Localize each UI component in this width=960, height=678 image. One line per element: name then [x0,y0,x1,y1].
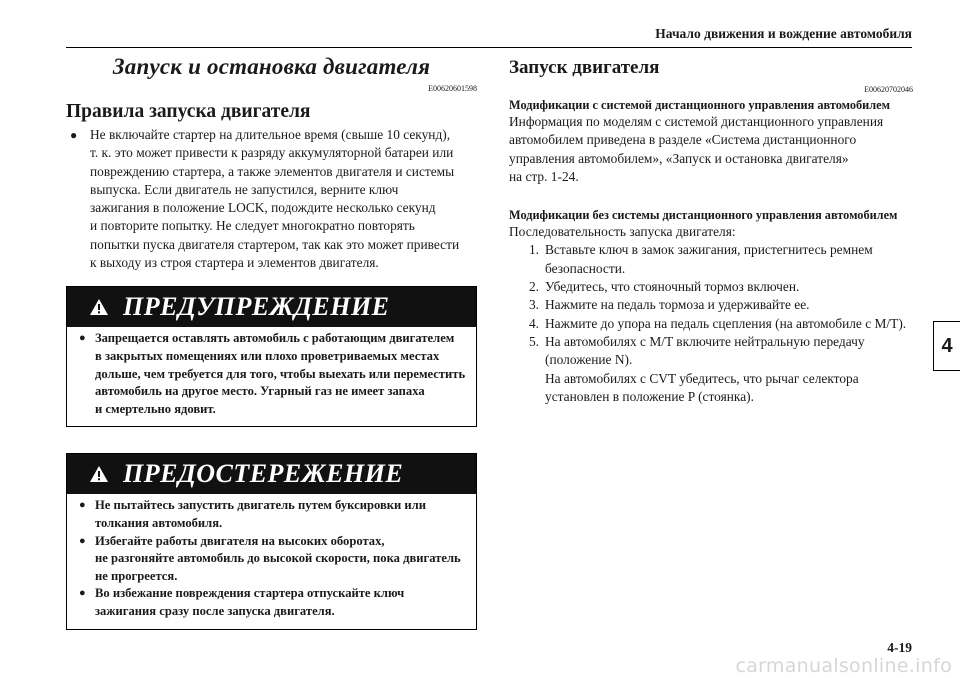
list-item [509,296,913,314]
list-item [66,126,477,272]
warning-triangle-icon [89,298,109,316]
step-text [545,315,913,333]
warning-triangle-icon [89,465,109,483]
section-code: E00620601598 [428,84,477,93]
step-number: 4. [528,315,539,331]
text-line: Нажмите до упора на педаль сцепления (на автомобиле с M/T). [545,315,907,331]
step-number: 2. [528,279,539,295]
warning-body [67,327,476,426]
text-line: дольше, чем требуется для того, чтобы выехать или переместить [95,366,466,381]
caution-text [95,497,466,532]
engine-start-code: E00620702046 [864,85,913,94]
step-number: 1. [528,242,539,258]
spacer [509,186,913,204]
page-number: 4-19 [887,640,912,655]
warning-text [95,330,466,418]
list-item [79,497,466,532]
noremote-heading: Модификации без системы дистанционного управления автомобилем [509,208,898,223]
remote-paragraph [509,113,913,186]
sequence-label: Последовательность запуска двигателя: [509,224,736,240]
text-line: на стр. 1-24. [509,168,579,184]
rules-title: Правила запуска двигателя [66,101,311,122]
text-line: На автомобилях с M/T включите нейтральную передачу [545,333,865,349]
caution-header [67,454,476,494]
remote-heading: Модификации с системой дистанционного управления автомобилем [509,98,890,112]
text-line: На автомобилях с CVT убедитесь, что рычаг селектора [545,370,859,386]
caution-body [67,494,476,628]
list-item [509,315,913,333]
list-item [79,585,466,620]
step-number: 3. [528,297,539,313]
text-line: Не включайте стартер на длительное время (свыше 10 секунд), [90,127,451,142]
text-line: Избегайте работы двигателя на высоких оборотах, [95,533,385,548]
text-line: не прогреется. [95,568,178,583]
text-line: автомобиль на другое место. Угарный газ не имеет запаха [95,384,425,399]
text-line: управления автомобилем», «Запуск и остановка двигателя» [509,150,849,166]
text-line: выпуска. Если двигатель не запустился, верните ключ [90,181,399,197]
text-line: Вставьте ключ в замок зажигания, пристегнитесь ремнем [545,242,873,258]
bullet-dot-icon: ● [79,534,86,547]
list-item [79,330,466,418]
right-column [509,52,913,406]
step-text [545,278,913,296]
text-line: попытки пуска двигателя стартером, так как это может привести [90,236,460,252]
text-line: толкания автомобиля. [95,515,223,530]
text-line: установлен в положение P (стоянка). [545,388,754,404]
chapter-tab: 4 [933,321,960,371]
bullet-dot-icon: ● [79,499,86,512]
watermark: carmanualsonline.info [735,655,952,677]
warning-box [66,286,477,427]
text-line: Информация по моделям с системой дистанционного управления [509,114,884,129]
text-line: (положение N). [545,352,633,368]
warning-header [67,287,476,327]
step-number: 5. [528,333,539,349]
text-line: безопасности. [545,260,626,276]
caution-text [95,533,466,586]
text-line: и смертельно ядовит. [95,401,216,416]
text-line: Во избежание повреждения стартера отпускайте ключ [95,586,405,601]
text-line: автомобилем приведена в разделе «Система дистанционного [509,132,857,148]
text-line: не разгоняйте автомобиль до высокой скорости, пока двигатель [95,551,461,566]
warning-title: ПРЕДУПРЕЖДЕНИЕ [123,292,390,322]
text-line: Запрещается оставлять автомобиль с работающим двигателем [95,331,455,346]
caution-box [66,453,477,629]
text-line: Убедитесь, что стояночный тормоз включен. [545,279,800,295]
text-line: зажигания сразу после запуска двигателя. [95,603,335,618]
left-column [66,52,477,630]
text-line: Нажмите на педаль тормоза и удерживайте ее. [545,297,810,313]
caution-title: ПРЕДОСТЕРЕЖЕНИЕ [123,459,404,489]
header-rule [66,47,912,48]
text-line: зажигания в положение LOCK, подождите несколько секунд [90,200,436,216]
text-line: т. к. это может привести к разряду аккумуляторной батареи или [90,145,454,161]
step-text [545,241,913,278]
step-text [545,296,913,314]
list-item [509,241,913,278]
rules-list [66,126,477,272]
list-item [509,278,913,296]
step-text [545,333,913,406]
engine-start-title: Запуск двигателя [509,57,660,78]
text-line: и повторите попытку. Не следует многократно повторять [90,218,415,234]
bullet-dot-icon: ● [79,587,86,600]
steps-list [509,241,913,406]
text-line: к выходу из строя стартера и элементов двигателя. [90,255,379,271]
bullet-dot-icon: ● [79,332,86,345]
bullet-dot-icon: ● [70,128,78,142]
list-item [79,533,466,586]
page-header: Начало движения и вождение автомобиля [655,26,912,41]
text-line: повреждению стартера, а также элементов двигателя и системы [90,163,455,179]
section-title: Запуск и остановка двигателя [112,54,431,79]
list-item [509,333,913,406]
text-line: Не пытайтесь запустить двигатель путем буксировки или [95,498,426,513]
rules-text [90,126,477,272]
text-line: в закрытых помещениях или плохо проветриваемых местах [95,348,440,363]
caution-text [95,585,466,620]
